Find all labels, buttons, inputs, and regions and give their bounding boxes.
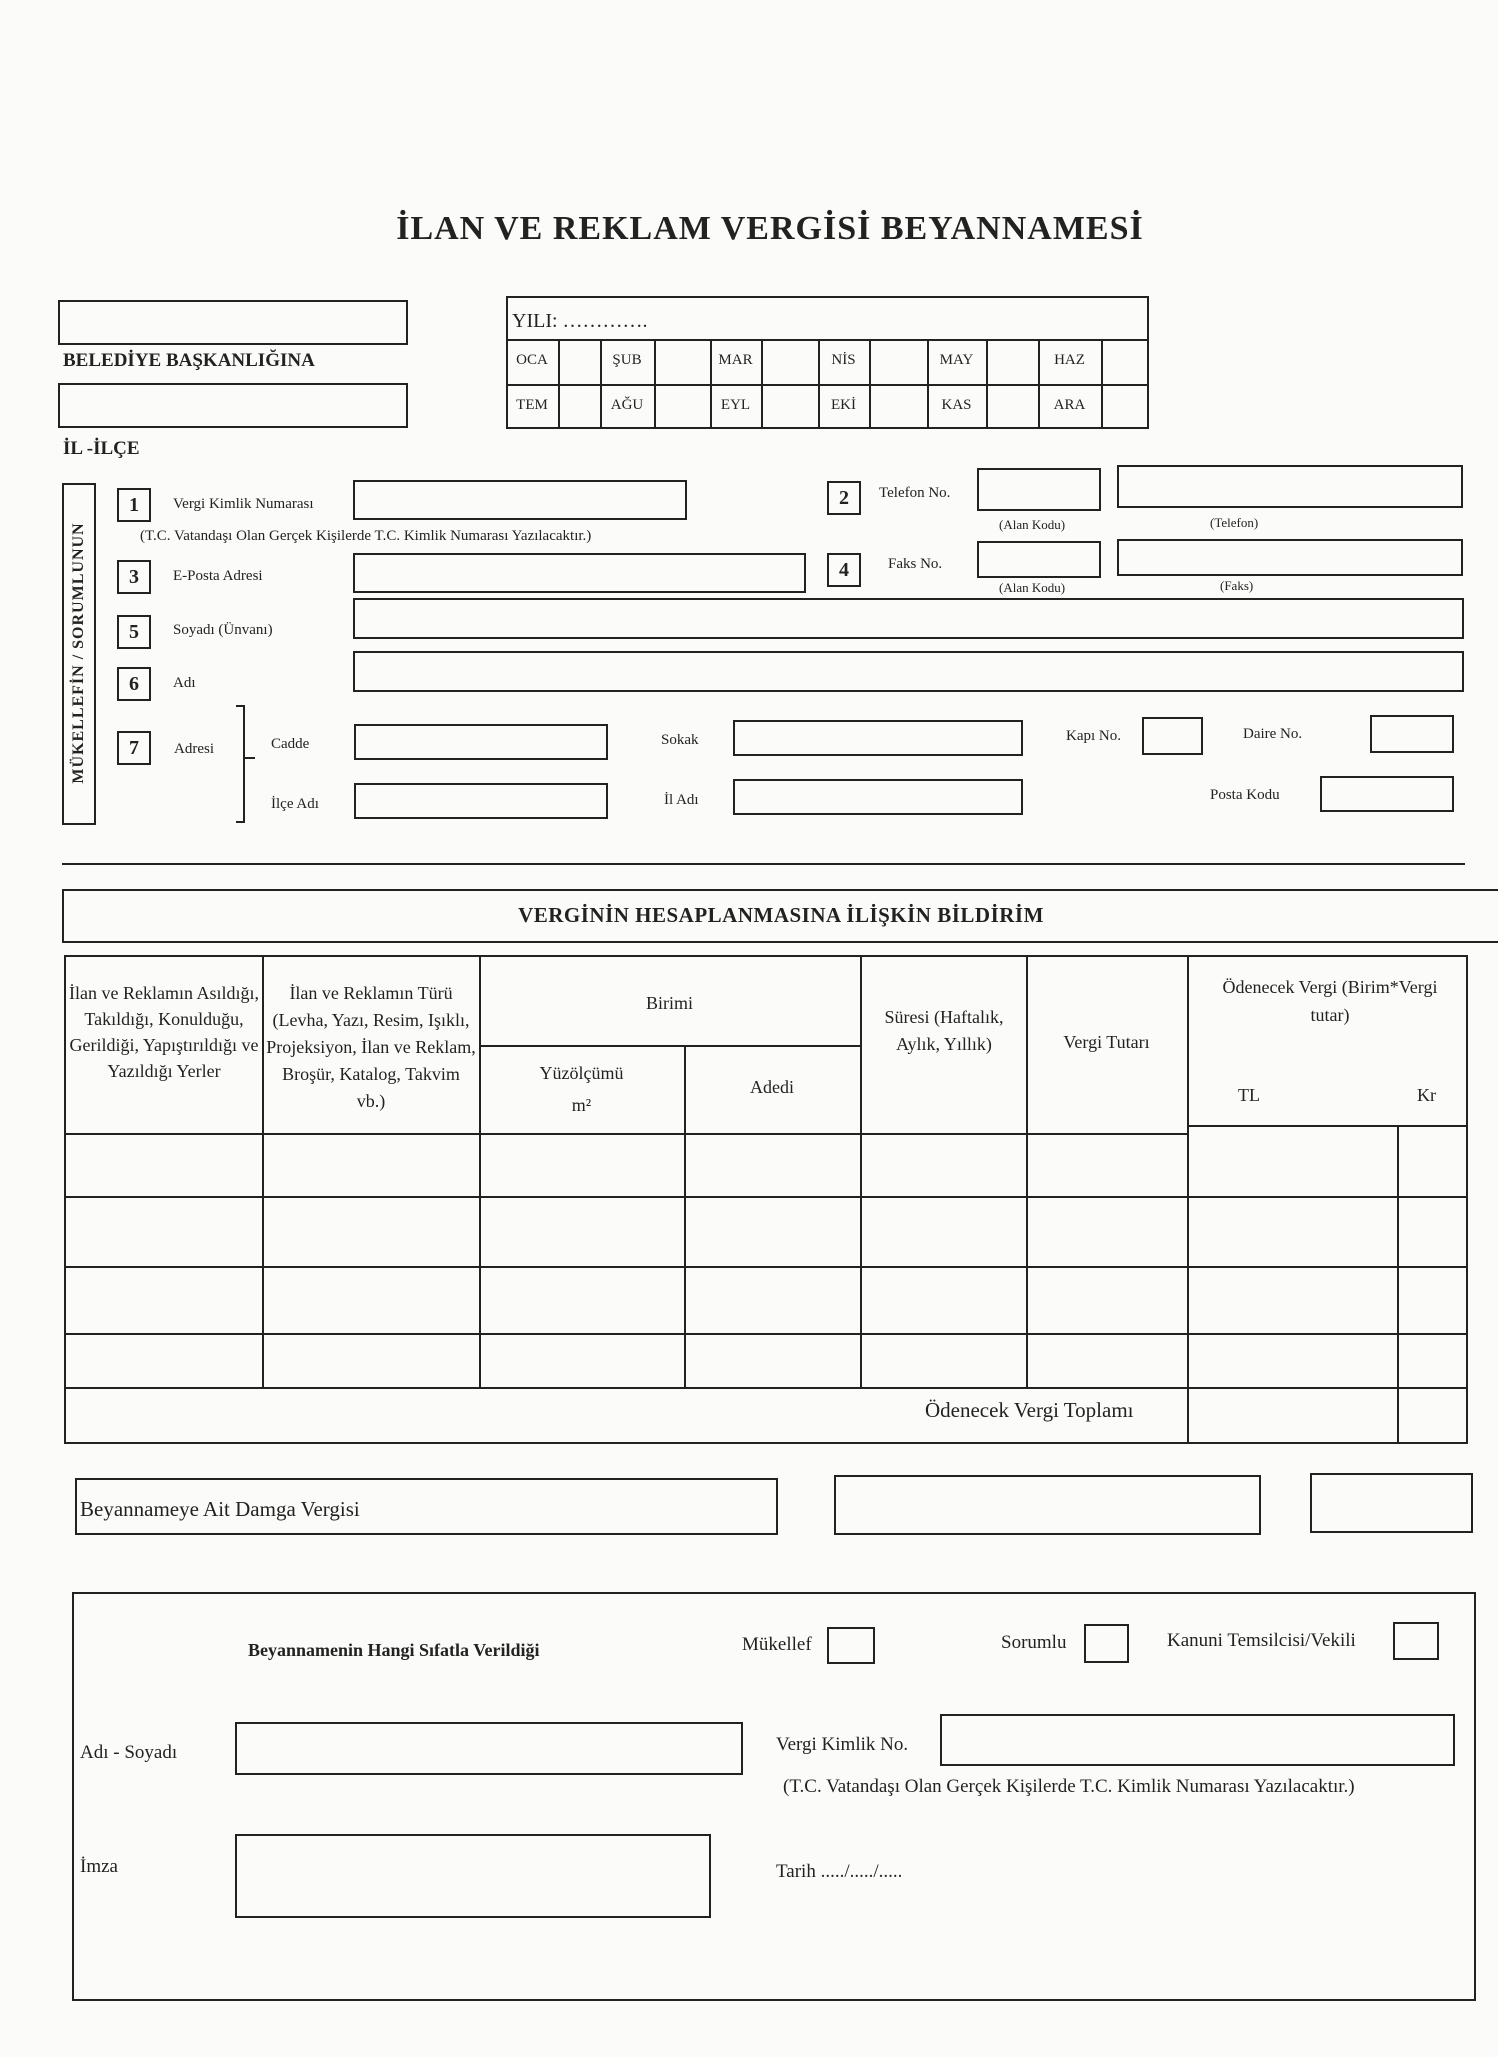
damga-label: Beyannameye Ait Damga Vergisi <box>80 1497 360 1521</box>
posta-kodu-label: Posta Kodu <box>1210 787 1280 803</box>
yili-label: YILI: …………. <box>512 310 648 332</box>
month-label: KAS <box>941 397 972 413</box>
month-checkbox[interactable] <box>986 339 1038 384</box>
month-label: EKİ <box>831 397 856 413</box>
posta-kodu-input[interactable] <box>1320 776 1454 812</box>
adres-bracket <box>243 705 245 823</box>
soyadi-input[interactable] <box>353 598 1464 639</box>
il-adi-input[interactable] <box>733 779 1023 815</box>
month-label: OCA <box>516 352 548 368</box>
field-number-2: 2 <box>827 481 861 515</box>
col-suresi: Süresi (Haftalık, Aylık, Yıllık) <box>884 1007 1004 1054</box>
kanuni-option-label: Kanuni Temsilcisi/Vekili <box>1167 1630 1356 1651</box>
ilce-adi-label: İlçe Adı <box>271 796 319 812</box>
adresi-label: Adresi <box>174 741 214 757</box>
sokak-input[interactable] <box>733 720 1023 756</box>
il-ilce-input[interactable] <box>58 383 408 428</box>
sokak-label: Sokak <box>661 732 699 748</box>
adi-input[interactable] <box>353 651 1464 692</box>
belediye-label: BELEDİYE BAŞKANLIĞINA <box>63 350 315 371</box>
col-adedi: Adedi <box>750 1077 794 1097</box>
month-checkbox[interactable] <box>558 384 600 429</box>
col-tl: TL <box>1238 1085 1260 1105</box>
field-number-5: 5 <box>117 615 151 649</box>
kapi-input[interactable] <box>1142 717 1203 755</box>
month-label: ARA <box>1053 397 1086 413</box>
field-number-6: 6 <box>117 667 151 701</box>
telefon-caption: (Telefon) <box>1210 515 1259 530</box>
month-label: AĞU <box>610 397 644 413</box>
col-turu: İlan ve Reklamın Türü (Levha, Yazı, Resim, Işıklı, Projeksiyon, İlan ve Reklam, Broşür, Katalog, Takvim vb.) <box>266 983 476 1111</box>
section-divider <box>62 863 1465 865</box>
month-label: ŞUB <box>612 352 642 368</box>
month-label: HAZ <box>1054 352 1085 368</box>
month-checkbox[interactable] <box>1101 384 1149 429</box>
month-checkbox[interactable] <box>654 339 710 384</box>
mukellef-checkbox[interactable] <box>827 1627 875 1664</box>
bildirim-title: VERGİNİN HESAPLANMASINA İLİŞKİN BİLDİRİM <box>518 903 1044 927</box>
month-checkbox[interactable] <box>761 384 818 429</box>
month-label: NİS <box>831 352 856 368</box>
month-checkbox[interactable] <box>654 384 710 429</box>
month-label: MAY <box>939 352 974 368</box>
col-odenecek: Ödenecek Vergi (Birim*Vergi tutar) <box>1222 977 1438 1025</box>
sifat-label: Beyannamenin Hangi Sıfatla Verildiği <box>248 1640 540 1660</box>
sorumlu-option-label: Sorumlu <box>1001 1632 1067 1653</box>
telefon-input[interactable] <box>1117 465 1463 508</box>
ilce-adi-input[interactable] <box>354 783 608 819</box>
month-label: TEM <box>516 397 548 413</box>
vkn-note: (T.C. Vatandaşı Olan Gerçek Kişilerde T.C. Kimlik Numarası Yazılacaktır.) <box>140 528 592 544</box>
faks-alan-kodu-caption: (Alan Kodu) <box>999 580 1066 595</box>
adi-soyadi-label: Adı - Soyadı <box>80 1742 178 1763</box>
faks-input[interactable] <box>1117 539 1463 576</box>
telefon-alan-kodu-input[interactable] <box>977 468 1101 511</box>
il-adi-label: İl Adı <box>664 792 699 808</box>
soyadi-label: Soyadı (Ünvanı) <box>173 622 273 638</box>
damga-kr-input[interactable] <box>1310 1473 1473 1533</box>
cadde-label: Cadde <box>271 736 310 752</box>
form-title: İLAN VE REKLAM VERGİSİ BEYANNAMESİ <box>396 210 1144 247</box>
il-ilce-label: İL -İLÇE <box>63 438 140 459</box>
field-number-1: 1 <box>117 488 151 522</box>
alan-kodu-caption: (Alan Kodu) <box>999 517 1066 532</box>
faks-alan-kodu-input[interactable] <box>977 541 1101 578</box>
daire-label: Daire No. <box>1243 726 1303 742</box>
kanuni-checkbox[interactable] <box>1393 1622 1439 1660</box>
cadde-input[interactable] <box>354 724 608 760</box>
daire-input[interactable] <box>1370 715 1454 753</box>
adi-label: Adı <box>173 675 196 691</box>
col-yuzolcumu: Yüzölçümü <box>539 1063 624 1083</box>
imza-input[interactable] <box>235 1834 711 1918</box>
month-checkbox[interactable] <box>761 339 818 384</box>
footer-vkn-note: (T.C. Vatandaşı Olan Gerçek Kişilerde T.C. Kimlik Numarası Yazılacaktır.) <box>783 1776 1355 1797</box>
tarih-label: Tarih ...../...../..... <box>776 1861 903 1882</box>
month-checkbox[interactable] <box>869 384 927 429</box>
field-number-3: 3 <box>117 560 151 594</box>
month-checkbox[interactable] <box>1101 339 1149 384</box>
month-checkbox[interactable] <box>558 339 600 384</box>
sorumlu-checkbox[interactable] <box>1084 1624 1129 1663</box>
eposta-label: E-Posta Adresi <box>173 568 263 584</box>
eposta-input[interactable] <box>353 553 806 593</box>
mukellef-side-label: MÜKELLEFİN / SORUMLUNUN <box>70 522 87 784</box>
field-number-4: 4 <box>827 553 861 587</box>
telefon-label: Telefon No. <box>879 485 951 501</box>
col-yerler: İlan ve Reklamın Asıldığı, Takıldığı, Konulduğu, Gerildiği, Yapıştırıldığı ve Yazıldığı Yerler <box>69 983 259 1081</box>
faks-caption: (Faks) <box>1220 578 1254 593</box>
month-label: EYL <box>720 397 751 413</box>
mukellef-option-label: Mükellef <box>742 1634 812 1655</box>
footer-vkn-input[interactable] <box>940 1714 1455 1766</box>
col-kr: Kr <box>1417 1085 1436 1105</box>
belediye-input[interactable] <box>58 300 408 345</box>
adi-soyadi-input[interactable] <box>235 1722 743 1775</box>
month-label: MAR <box>718 352 753 368</box>
field-number-7: 7 <box>117 731 151 765</box>
col-vergi-tutari: Vergi Tutarı <box>1063 1032 1150 1052</box>
vkn-label: Vergi Kimlik Numarası <box>173 496 314 512</box>
damga-tl-input[interactable] <box>834 1475 1261 1535</box>
footer-vkn-label: Vergi Kimlik No. <box>776 1734 909 1755</box>
col-yuzolcumu-unit: m² <box>571 1095 592 1115</box>
kapi-label: Kapı No. <box>1066 728 1121 744</box>
vkn-input[interactable] <box>353 480 687 520</box>
col-birimi: Birimi <box>645 993 693 1013</box>
month-checkbox[interactable] <box>986 384 1038 429</box>
toplam-label: Ödenecek Vergi Toplamı <box>925 1398 1134 1422</box>
month-checkbox[interactable] <box>869 339 927 384</box>
imza-label: İmza <box>80 1856 118 1877</box>
faks-label: Faks No. <box>888 556 943 572</box>
